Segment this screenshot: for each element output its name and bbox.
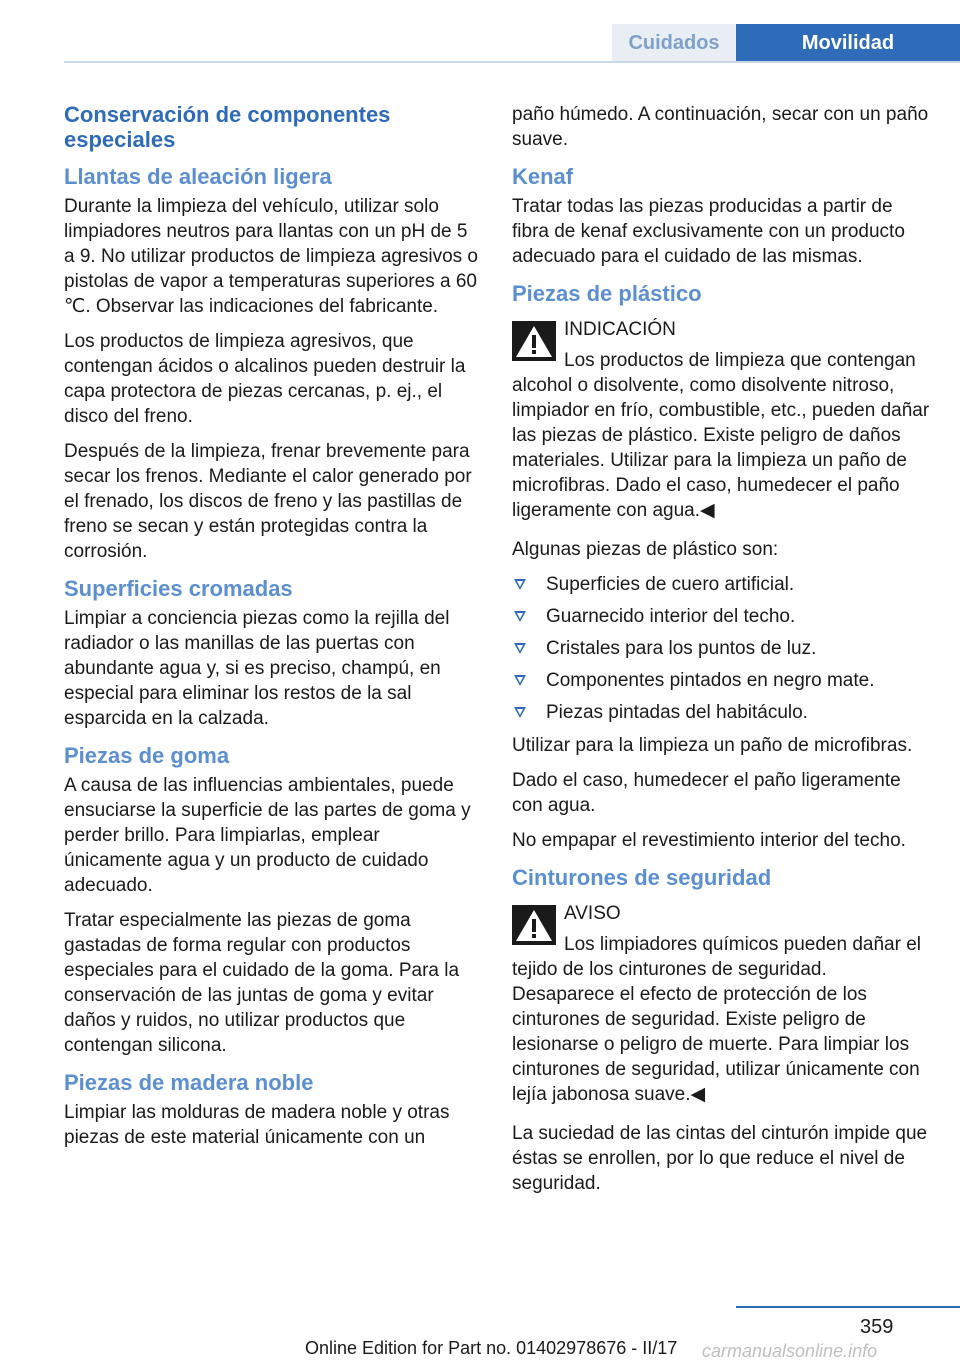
heading-cromadas: Superficies cromadas xyxy=(64,576,293,601)
heading-goma: Piezas de goma xyxy=(64,743,230,768)
heading-madera: Piezas de madera noble xyxy=(64,1070,314,1095)
heading-llantas: Llantas de aleación ligera xyxy=(64,164,332,189)
paragraph: Limpiar a conciencia piezas como la rejilla del radiador o las manillas de las puertas con abundante agua y, si es preciso, champú, en especial para eliminar los restos de la sal esparcida en la calzada. xyxy=(64,608,450,729)
paragraph: Utilizar para la limpieza un paño de microfibras. xyxy=(512,735,913,756)
paragraph: Tratar todas las piezas producidas a partir de fibra de kenaf exclusivamente con un producto adecuado para el cuidado de las mismas. xyxy=(512,196,905,267)
heading-kenaf: Kenaf xyxy=(512,164,574,189)
notice-indicacion xyxy=(512,317,930,523)
header-rule xyxy=(64,61,960,63)
section-title: Conservación de componentes especiales xyxy=(64,102,391,152)
list-item: Superficies de cuero artificial. xyxy=(512,572,930,597)
list-item: Guarnecido interior del techo. xyxy=(512,604,930,629)
paragraph: Dado el caso, humedecer el paño ligeramente con agua. xyxy=(512,770,901,816)
paragraph: Durante la limpieza del vehículo, utilizar solo limpiadores neutros para llantas con un pH de 5 a 9. No utilizar productos de limpieza agresivos o pistolas de vapor a temperaturas superiores a 60 ℃. Observar las indicaciones del fabricante. xyxy=(64,196,478,317)
paragraph: La suciedad de las cintas del cinturón impide que éstas se enrollen, por lo que reduce el nivel de seguridad. xyxy=(512,1123,928,1194)
notice-body: Los productos de limpieza que contengan alcohol o disolvente, como disolvente nitroso, limpiador en frío, combustible, etc., pueden dañar las piezas de plástico. Existe peligro de daños materiales. Utilizar para la limpieza un paño de microfibras. Dado el caso, humedecer el paño ligeramente con agua.◀ xyxy=(512,350,930,521)
notice-title: AVISO xyxy=(564,903,621,924)
paragraph: Los productos de limpieza agresivos, que contengan ácidos o alcalinos pueden destruir la capa protectora de piezas cercanas, p. ej., el disco del freno. xyxy=(64,331,466,427)
list-item: Cristales para los puntos de luz. xyxy=(512,636,930,661)
bullet-triangle-icon xyxy=(514,675,526,686)
notice-aviso xyxy=(512,901,930,1107)
heading-plastico: Piezas de plástico xyxy=(512,281,702,306)
bullet-triangle-icon xyxy=(514,611,526,622)
paragraph: Algunas piezas de plástico son: xyxy=(512,539,779,560)
notice-body: Los limpiadores químicos pueden dañar el tejido de los cinturones de seguridad. Desaparece el efecto de protección de los cinturones de seguridad. Existe peligro de lesionarse o peligro de muerte. Para limpiar los cinturones de seguridad, utilizar únicamente con lejía jabonosa suave.◀ xyxy=(512,934,921,1105)
left-column xyxy=(64,102,478,1160)
bullet-triangle-icon xyxy=(514,643,526,654)
bullet-list xyxy=(512,572,930,725)
list-item: Componentes pintados en negro mate. xyxy=(512,668,930,693)
notice-title: INDICACIÓN xyxy=(564,319,676,340)
paragraph: No empapar el revestimiento interior del techo. xyxy=(512,830,906,851)
tab-cuidados[interactable]: Cuidados xyxy=(612,24,736,62)
bullet-triangle-icon xyxy=(514,579,526,590)
list-item: Piezas pintadas del habitáculo. xyxy=(512,700,930,725)
paragraph: Después de la limpieza, frenar brevemente para secar los frenos. Mediante el calor generado por el frenado, los discos de freno y las pastillas de freno se secan y están protegidas contra la corrosión. xyxy=(64,441,472,562)
tab-movilidad[interactable]: Movilidad xyxy=(736,24,960,62)
watermark: carmanualsonline.info xyxy=(702,1341,878,1361)
page-header xyxy=(0,24,960,62)
warning-triangle-icon xyxy=(512,905,556,945)
paragraph: A causa de las influencias ambientales, puede ensuciarse la superficie de las partes de goma y perder brillo. Para limpiarlas, emplear únicamente agua y un producto de cuidado adecuado. xyxy=(64,775,471,896)
edition-note: Online Edition for Part no. 01402978676 - II/17 xyxy=(305,1338,678,1358)
bullet-triangle-icon xyxy=(514,707,526,718)
page-number: 359 xyxy=(860,1316,894,1338)
footer-rule xyxy=(736,1306,960,1308)
heading-cinturones: Cinturones de seguridad xyxy=(512,865,772,890)
warning-triangle-icon xyxy=(512,321,556,361)
paragraph: Limpiar las molduras de madera noble y otras piezas de este material únicamente con un xyxy=(64,1102,450,1148)
right-column xyxy=(512,102,930,1206)
paragraph: paño húmedo. A continuación, secar con un paño suave. xyxy=(512,104,929,150)
paragraph: Tratar especialmente las piezas de goma gastadas de forma regular con productos especiales para el cuidado de la goma. Para la conservación de las juntas de goma y evitar daños y ruidos, no utilizar productos que contengan silicona. xyxy=(64,910,460,1056)
